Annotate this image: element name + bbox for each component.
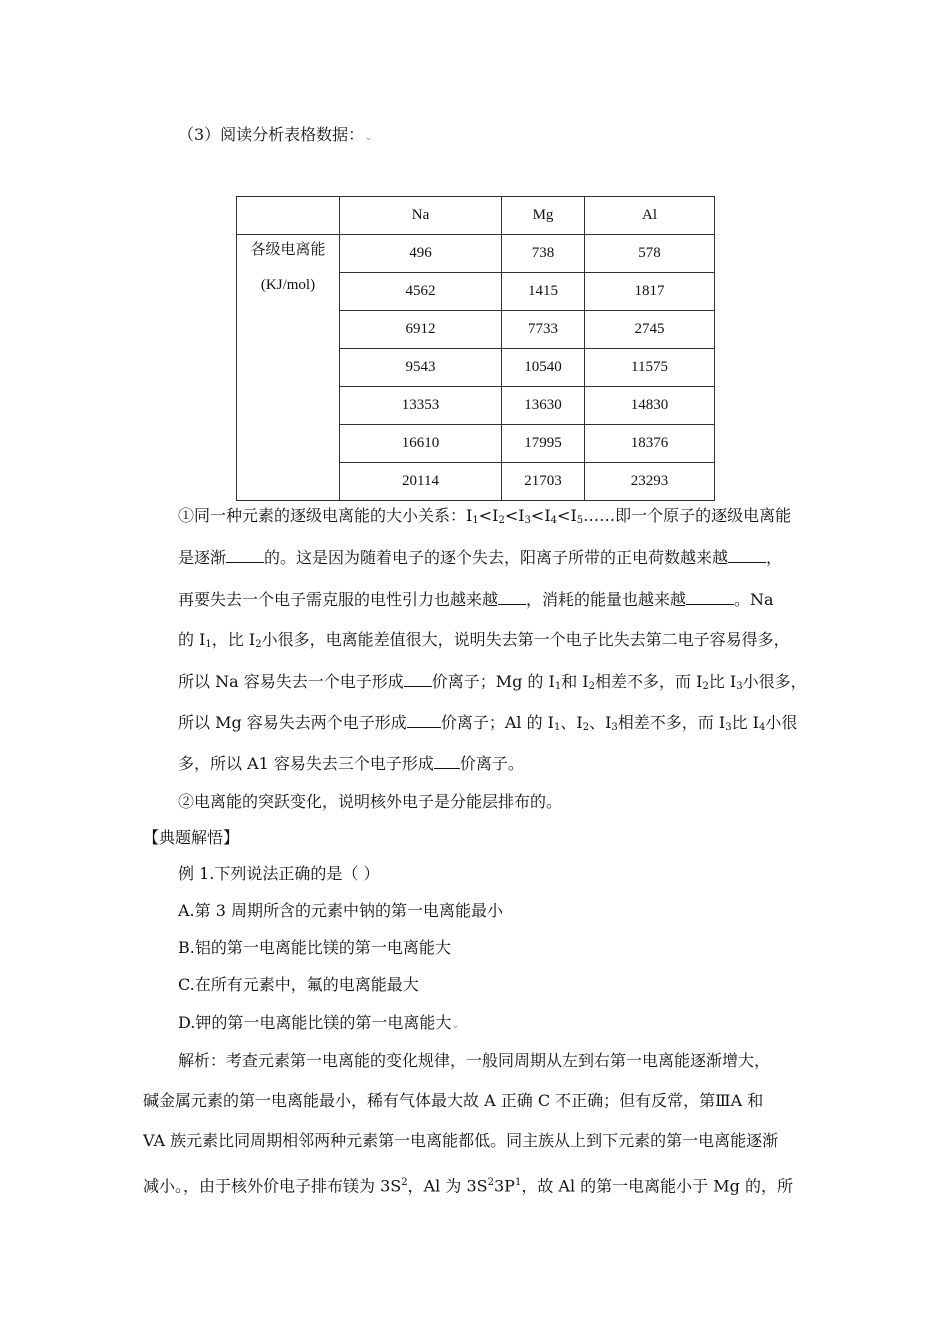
para1-line7: 多，所以 A1 容易失去三个电子形成 价离子。 — [178, 754, 524, 773]
table-cell: 16610 — [340, 425, 502, 463]
paragraph-mark-icon: ⌄ — [364, 132, 373, 143]
table-cell: 4562 — [340, 273, 502, 311]
header-cell-na: Na — [340, 197, 502, 235]
table-cell: 17995 — [502, 425, 585, 463]
row-label-title: 各级电离能 — [250, 242, 326, 258]
fill-in-blank — [434, 754, 460, 769]
para1-line4: 的 $I_1$，比 $I_2$小很多，电离能差值很大，说明失去第一个电子比失去第二电子容易得多， — [178, 630, 790, 650]
para1-line6: 所以 Mg 容易失去两个电子形成 价离子；Al 的 $I_1$、$I_2$、$I_3$相差不多，而 $I_3$比 $I_4$小很 — [178, 713, 798, 733]
table-cell: 13353 — [340, 387, 502, 425]
ionization-energy-table — [236, 196, 715, 501]
analysis-line4: 减小。，由于核外价电子排布镁为 $3S^2$，Al 为 $3S^23P^1$，故 Al 的第一电离能小于 Mg 的，所 — [143, 1176, 793, 1196]
example-question: 例 1.下列说法正确的是（ ） — [178, 864, 380, 883]
table-cell: 18376 — [585, 425, 715, 463]
table-cell: 1415 — [502, 273, 585, 311]
table-cell: 20114 — [340, 463, 502, 501]
table-cell: 6912 — [340, 311, 502, 349]
para1-line3: 再要失去一个电子需克服的电性引力也越来越 ，消耗的能量也越来越 。Na — [178, 590, 774, 609]
option-d: D.钾的第一电离能比镁的第一电离能大⌄ — [178, 1013, 460, 1032]
table-cell: 1817 — [585, 273, 715, 311]
fill-in-blank — [226, 548, 264, 563]
fill-in-blank — [407, 713, 441, 728]
para1-line2: 是逐渐 的。这是因为随着电子的逐个失去，阳离子所带的正电荷数越来越 ， — [178, 548, 783, 567]
fill-in-blank — [686, 590, 734, 605]
table-cell: 578 — [585, 235, 715, 273]
table-cell: 11575 — [585, 349, 715, 387]
table-cell: 10540 — [502, 349, 585, 387]
section-title-examples: 【典题解悟】 — [143, 828, 240, 847]
table-cell: 738 — [502, 235, 585, 273]
header-cell-al: Al — [585, 197, 715, 235]
table-cell: 21703 — [502, 463, 585, 501]
fill-in-blank — [498, 590, 526, 605]
analysis-line1: 解析：考查元素第一电离能的变化规律，一般同周期从左到右第一电离能逐渐增大， — [178, 1051, 771, 1070]
table-cell: 496 — [340, 235, 502, 273]
table-cell: 7733 — [502, 311, 585, 349]
analysis-line3: VA 族元素比同周期相邻两种元素第一电离能都低。同主族从上到下元素的第一电离能逐渐 — [143, 1131, 779, 1150]
table-cell: 13630 — [502, 387, 585, 425]
header-cell-empty — [237, 197, 340, 235]
analysis-line2: 碱金属元素的第一电离能最小，稀有气体最大故 A 正确 C 不正确；但有反常，第ⅢA 和 — [143, 1091, 764, 1110]
table-header-row — [237, 197, 715, 235]
option-b: B.铝的第一电离能比镁的第一电离能大 — [178, 938, 451, 957]
para2: ②电离能的突跃变化，说明核外电子是分能层排布的。 — [178, 792, 563, 811]
table-row — [237, 235, 715, 273]
option-a: A.第 3 周期所含的元素中钠的第一电离能最小 — [178, 901, 503, 920]
table-cell: 2745 — [585, 311, 715, 349]
para1-line5: 所以 Na 容易失去一个电子形成 价离子；Mg 的 $I_1$和 $I_2$相差不多，而 $I_2$比 $I_3$小很多， — [178, 672, 807, 692]
section-heading: （3）阅读分析表格数据：⌄ — [178, 125, 373, 144]
fill-in-blank — [404, 672, 432, 687]
row-label-unit: (KJ/mol) — [260, 277, 316, 293]
table-cell: 14830 — [585, 387, 715, 425]
row-label-cell — [237, 235, 340, 501]
paragraph-mark-icon: ⌄ — [451, 1020, 460, 1031]
table-cell: 23293 — [585, 463, 715, 501]
table-cell: 9543 — [340, 349, 502, 387]
header-cell-mg: Mg — [502, 197, 585, 235]
fill-in-blank — [728, 548, 766, 563]
para1-line1: ①同一种元素的逐级电离能的大小关系：$I_1<I_2<I_3<I_4<I_5\dots\dots$即一个原子的逐级电离能 — [178, 506, 792, 526]
option-c: C.在所有元素中，氟的电离能最大 — [178, 975, 419, 994]
